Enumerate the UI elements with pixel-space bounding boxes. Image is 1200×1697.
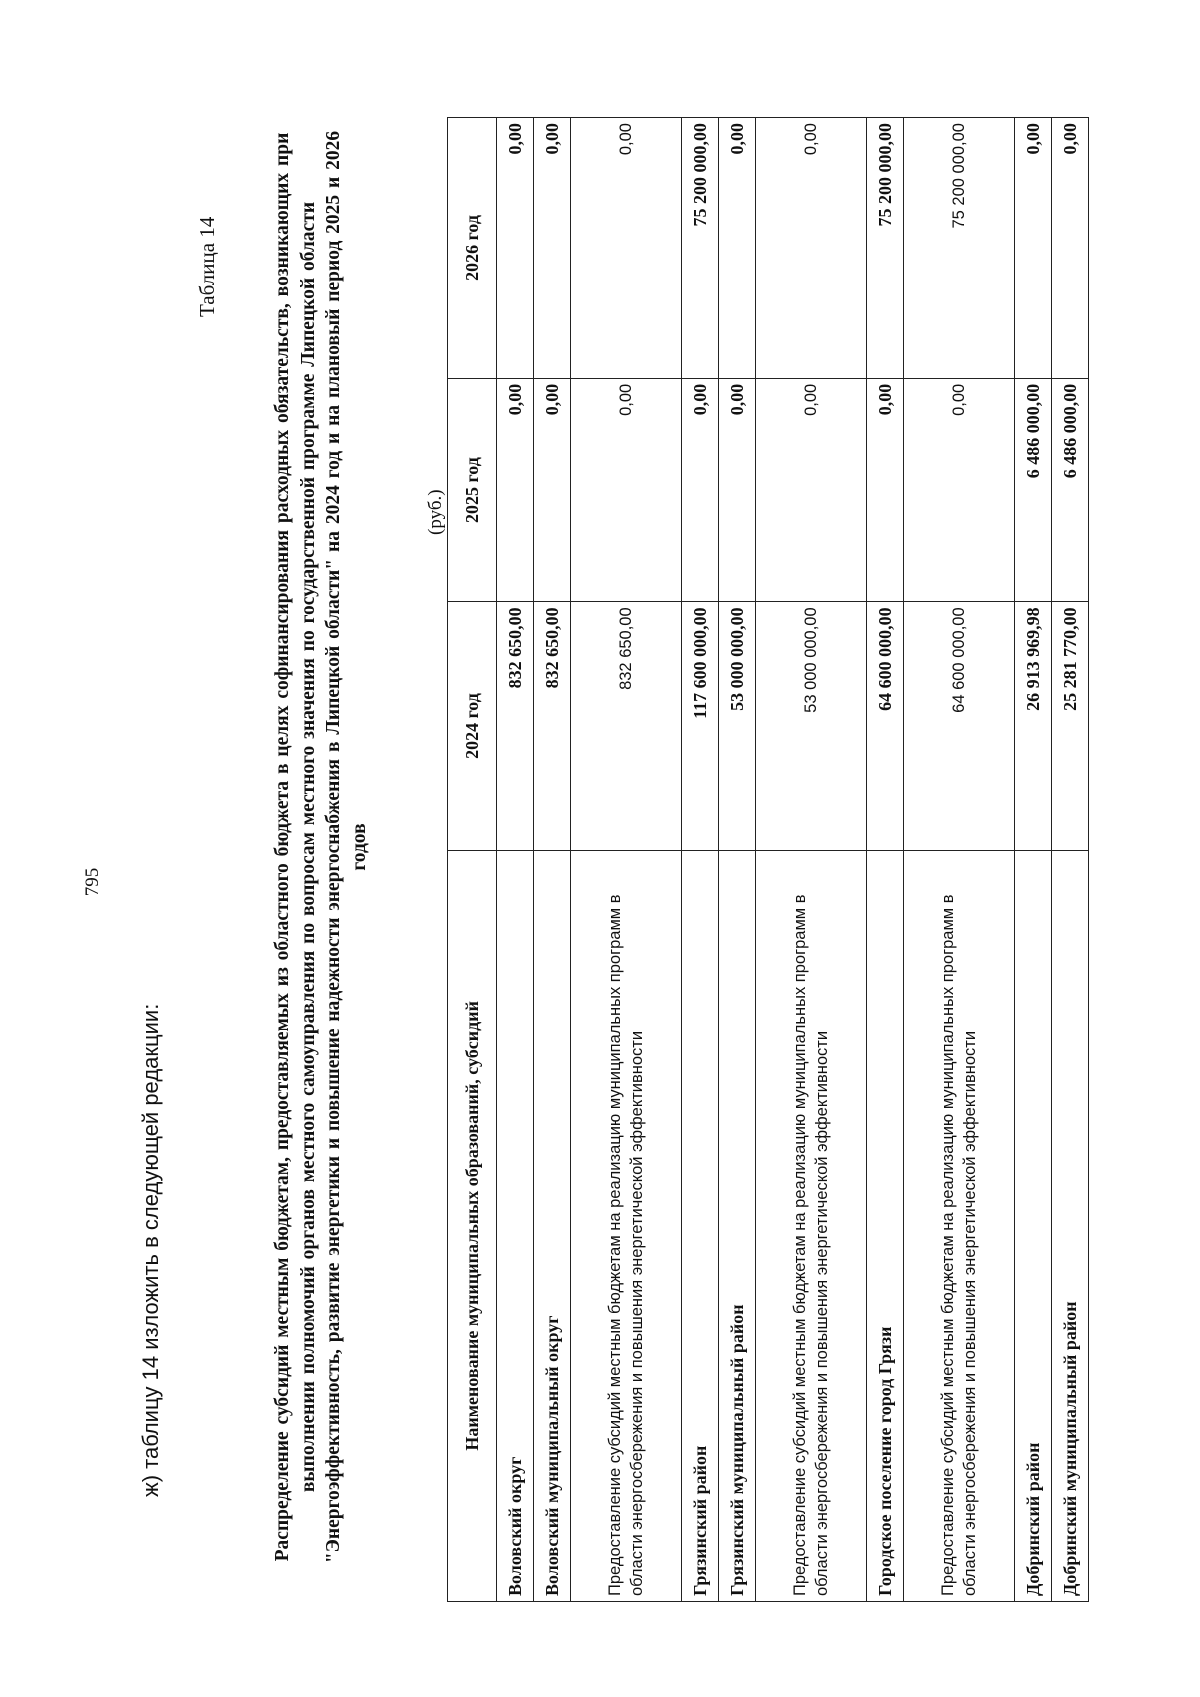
table-row bbox=[1015, 118, 1052, 1602]
header-2026: 2026 год bbox=[448, 118, 497, 379]
row-name: Предоставление субсидий местным бюджетам на реализацию муниципальных программ в области энергосбережения и повышения энергетической эффективности bbox=[756, 850, 867, 1601]
table-row bbox=[756, 118, 867, 1602]
row-2024: 25 281 770,00 bbox=[1052, 602, 1089, 850]
units-label: (руб.) bbox=[425, 489, 446, 535]
row-name: Добринский район bbox=[1015, 850, 1052, 1601]
row-2025: 0,00 bbox=[497, 378, 534, 602]
row-name: Грязинский муниципальный район bbox=[719, 850, 756, 1601]
row-2025: 6 486 000,00 bbox=[1052, 378, 1089, 602]
row-2024: 832 650,00 bbox=[497, 602, 534, 850]
row-2024: 64 600 000,00 bbox=[904, 602, 1015, 850]
row-2026: 75 200 000,00 bbox=[682, 118, 719, 379]
table-row bbox=[904, 118, 1015, 1602]
subsidy-table bbox=[447, 117, 1089, 1602]
row-2024: 117 600 000,00 bbox=[682, 602, 719, 850]
row-2026: 0,00 bbox=[1052, 118, 1089, 379]
row-2026: 75 200 000,00 bbox=[904, 118, 1015, 379]
row-2026: 0,00 bbox=[756, 118, 867, 379]
row-name: Воловский округ bbox=[497, 850, 534, 1601]
row-2025: 0,00 bbox=[867, 378, 904, 602]
row-name: Городское поселение город Грязи bbox=[867, 850, 904, 1601]
row-2024: 53 000 000,00 bbox=[756, 602, 867, 850]
row-2025: 0,00 bbox=[719, 378, 756, 602]
row-2024: 53 000 000,00 bbox=[719, 602, 756, 850]
row-2025: 6 486 000,00 bbox=[1015, 378, 1052, 602]
row-2025: 0,00 bbox=[534, 378, 571, 602]
table-label: Таблица 14 bbox=[195, 216, 219, 317]
row-name: Предоставление субсидий местным бюджетам на реализацию муниципальных программ в области энергосбережения и повышения энергетической эффективности bbox=[904, 850, 1015, 1601]
row-2024: 832 650,00 bbox=[571, 602, 682, 850]
row-name: Предоставление субсидий местным бюджетам на реализацию муниципальных программ в области энергосбережения и повышения энергетической эффективности bbox=[571, 850, 682, 1601]
row-2025: 0,00 bbox=[571, 378, 682, 602]
row-2026: 0,00 bbox=[719, 118, 756, 379]
table-header-row bbox=[448, 118, 497, 1602]
row-name: Добринский муниципальный район bbox=[1052, 850, 1089, 1601]
table-row bbox=[867, 118, 904, 1602]
row-2026: 0,00 bbox=[1015, 118, 1052, 379]
row-name: Грязинский район bbox=[682, 850, 719, 1601]
table-row bbox=[682, 118, 719, 1602]
header-2024: 2024 год bbox=[448, 602, 497, 850]
table-row bbox=[719, 118, 756, 1602]
page-number: 795 bbox=[82, 867, 103, 897]
row-2025: 0,00 bbox=[904, 378, 1015, 602]
table-row bbox=[571, 118, 682, 1602]
row-2024: 832 650,00 bbox=[534, 602, 571, 850]
row-name: Воловский муниципальный округ bbox=[534, 850, 571, 1601]
table-row bbox=[1052, 118, 1089, 1602]
table-row bbox=[497, 118, 534, 1602]
header-name: Наименование муниципальных образований, субсидий bbox=[448, 850, 497, 1601]
row-2026: 0,00 bbox=[497, 118, 534, 379]
row-2025: 0,00 bbox=[682, 378, 719, 602]
document-title: Распределение субсидий местным бюджетам, предоставляемых из областного бюджета в целях софинансирования расходных обязательств, возникающих при выполнении полномочий органов местного самоуправления по вопросам местного значения по государственной программе Липецкой области "Энергоэффективность, развитие энергетики и повышение надежности энергоснабжения в Липецкой области" на 2024 год и на плановый период 2025 и 2026 годов bbox=[272, 130, 370, 1564]
row-2025: 0,00 bbox=[756, 378, 867, 602]
row-2026: 0,00 bbox=[534, 118, 571, 379]
row-2026: 75 200 000,00 bbox=[867, 118, 904, 379]
table-row bbox=[534, 118, 571, 1602]
header-2025: 2025 год bbox=[448, 378, 497, 602]
row-2024: 64 600 000,00 bbox=[867, 602, 904, 850]
row-2024: 26 913 969,98 bbox=[1015, 602, 1052, 850]
intro-text: ж) таблицу 14 изложить в следующей редакции: bbox=[138, 1003, 163, 1497]
row-2026: 0,00 bbox=[571, 118, 682, 379]
